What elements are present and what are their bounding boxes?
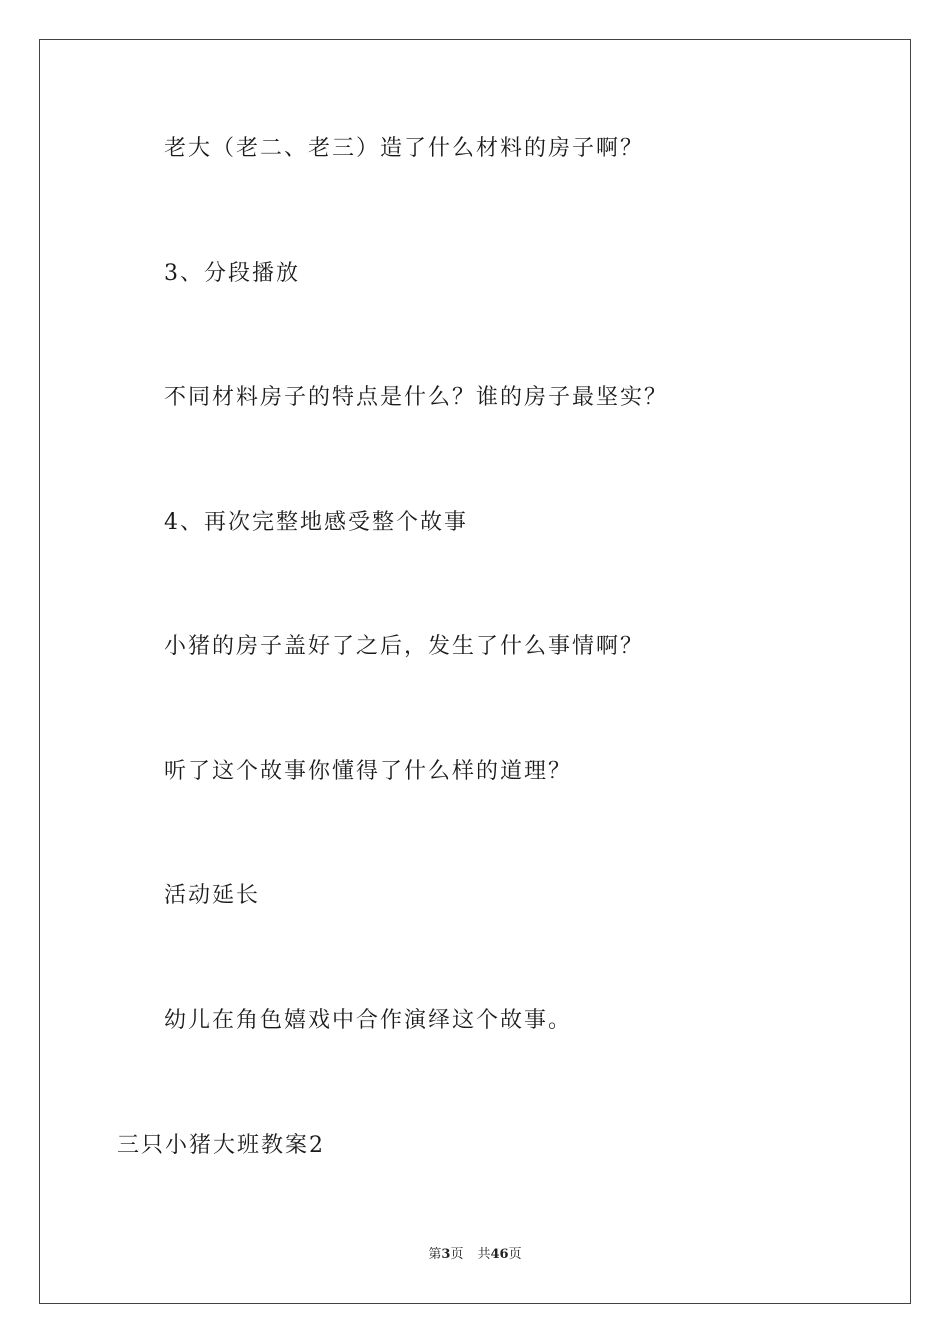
paragraph-step-4: 4、再次完整地感受整个故事 <box>164 510 468 535</box>
paragraph-question-house-materials: 老大（老二、老三）造了什么材料的房子啊？ <box>164 136 645 161</box>
footer-page-suffix: 页 <box>450 1247 464 1262</box>
paragraph-role-play: 幼儿在角色嬉戏中合作演绎这个故事。 <box>164 1008 573 1033</box>
footer-page-number: 3 <box>441 1247 451 1262</box>
paragraph-activity-extension: 活动延长 <box>164 883 261 908</box>
paragraph-question-house-features: 不同材料房子的特点是什么？谁的房子最坚实？ <box>164 385 669 410</box>
paragraph-question-lesson: 听了这个故事你懂得了什么样的道理？ <box>164 759 573 784</box>
paragraph-step-3: 3、分段播放 <box>164 261 300 286</box>
footer-total-pages: 46 <box>490 1247 509 1262</box>
footer-page-prefix: 第 <box>428 1247 442 1262</box>
footer-total-suffix: 页 <box>508 1247 522 1262</box>
footer-total-prefix: 共 <box>477 1247 491 1262</box>
page-footer <box>0 1246 950 1264</box>
section-title: 三只小猪大班教案2 <box>117 1133 325 1158</box>
paragraph-question-what-happened: 小猪的房子盖好了之后，发生了什么事情啊？ <box>164 634 645 659</box>
page-border <box>39 39 911 1304</box>
